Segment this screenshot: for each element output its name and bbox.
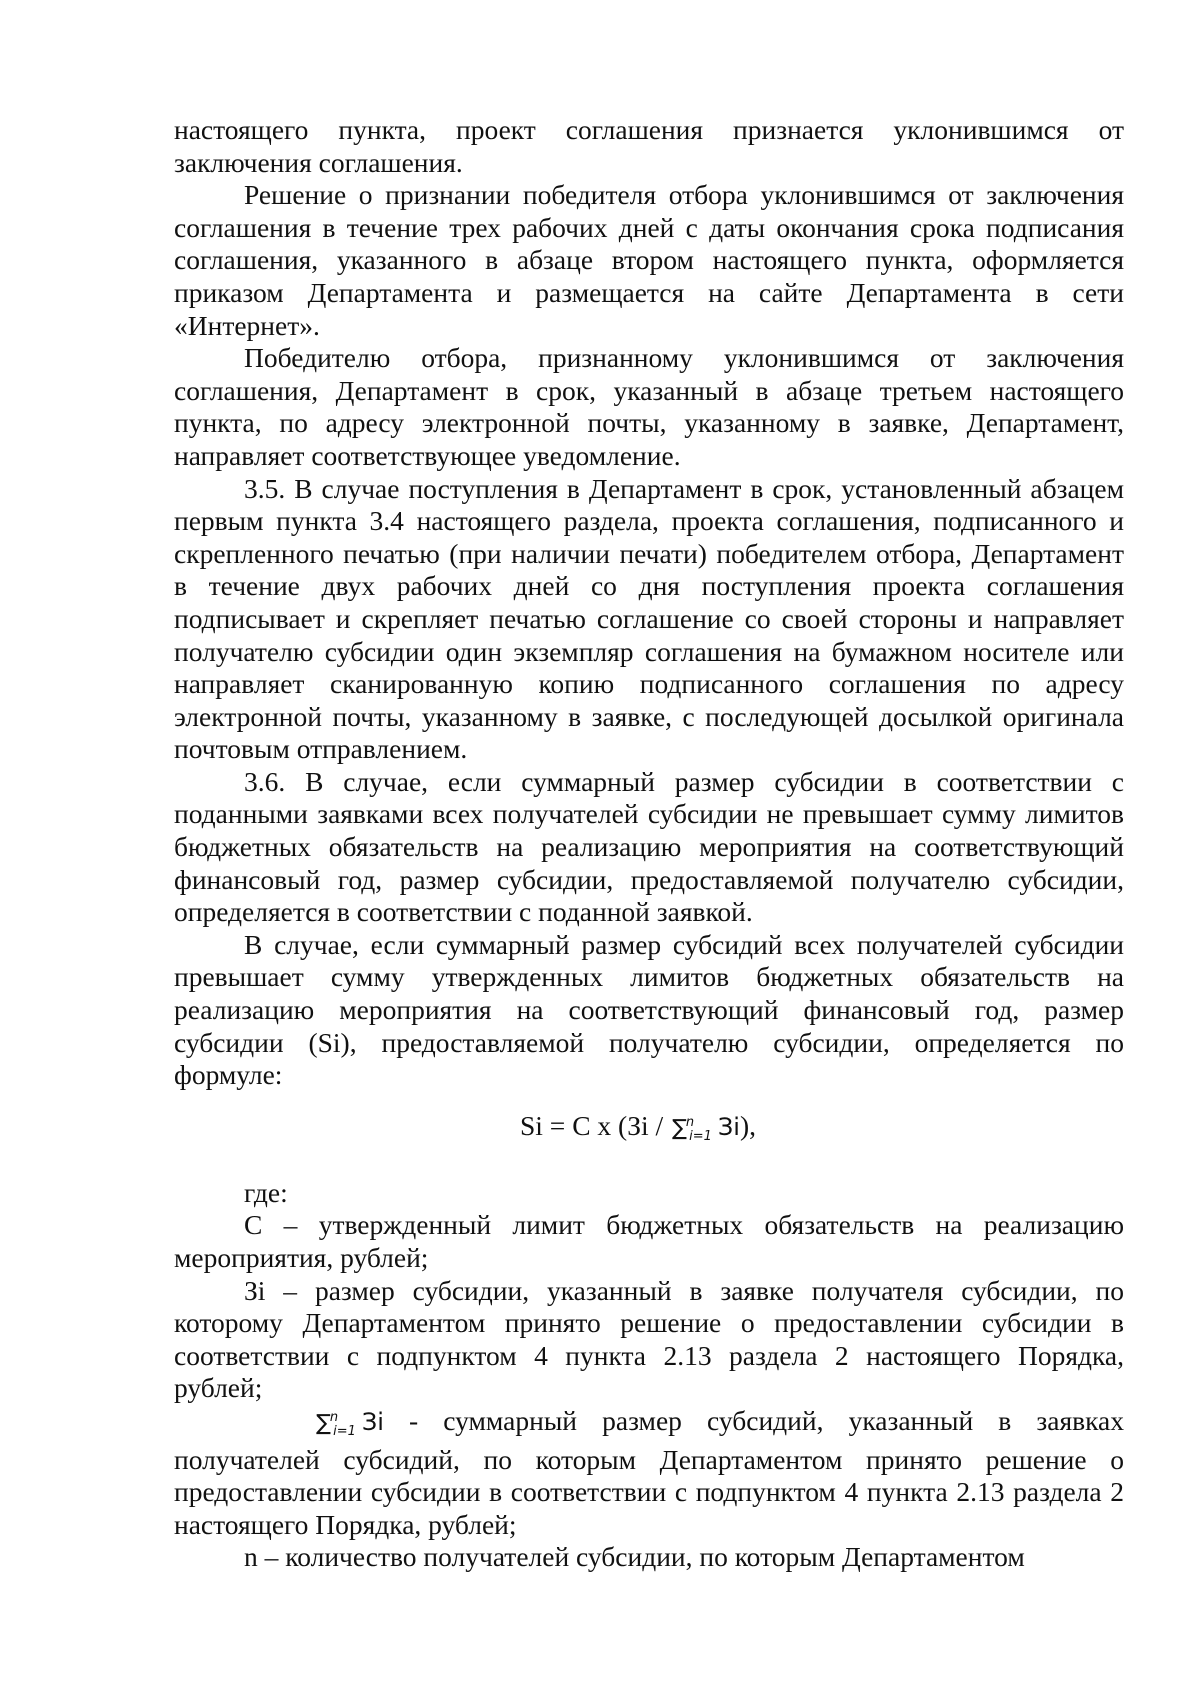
sum-upper-limit: n (685, 1114, 695, 1130)
definition-n: n – количество получателей субсидии, по которым Департаментом (244, 1541, 1025, 1573)
sum-lower-limit: i=1 (689, 1128, 712, 1144)
document-page (174, 114, 1124, 1574)
paragraph-evasion-notice: Победителю отбора, признанному уклонившимся от заключения соглашения, Департамент в срок, указанный в абзаце третьем настоящего пункта, по адресу электронной почты, указанному в заявке, Департамент, направляет соответствующее уведомление. (174, 342, 1124, 471)
subsidy-formula (174, 1100, 1124, 1152)
formula-right: ), (739, 1109, 756, 1141)
definition-sum-text: - суммарный размер субсидий, указанный в заявках получателей субсидий, по которым Департаментом принято решение о предоставлении субсидии в соответствии с подпунктом 4 пункта 2.13 раздела 2 настоящего Порядка, рублей; (174, 1404, 1124, 1540)
definition-sum (174, 1405, 1124, 1541)
formula-left: Si = C x (Зi / (520, 1109, 671, 1141)
paragraph-formula-intro: В случае, если суммарный размер субсидий всех получателей субсидии превышает сумму утвержденных лимитов бюджетных обязательств на реализацию мероприятия на соответствующий финансовый год, размер субсидии (Si), предоставляемой получателю субсидии, определяется по формуле: (174, 928, 1124, 1091)
definition-zi: Зi – размер субсидии, указанный в заявке получателя субсидии, по которому Департаментом принято решение о предоставлении субсидии в соответствии с подпунктом 4 пункта 2.13 раздела 2 настоящего Порядка, рублей; (174, 1274, 1124, 1404)
paragraph-evasion-decision: Решение о признании победителя отбора уклонившимся от заключения соглашения в течение трех рабочих дней с даты окончания срока подписания соглашения, указанного в абзаце втором настоящего пункта, оформляется приказом Департамента и размещается на сайте Департамента в сети «Интернет». (174, 179, 1124, 341)
sum-symbol-icon: ∑$^n_{i=1}$ (672, 1114, 712, 1144)
definition-c: С – утвержденный лимит бюджетных обязательств на реализацию мероприятия, рублей; (174, 1209, 1124, 1273)
sum-lower-limit: i=1 (333, 1423, 356, 1439)
where-label: где: (244, 1176, 288, 1208)
sum-upper-limit: n (329, 1409, 339, 1425)
paragraph-3-5: 3.5. В случае поступления в Департамент в срок, установленный абзацем первым пункта 3.4 настоящего раздела, проекта соглашения, подписанного и скрепленного печатью (при наличии печати) победителем отбора, Департамент в течение двух рабочих дней со дня поступления проекта соглашения подписывает и скрепляет печатью соглашение со своей стороны и направляет получателю субсидии один экземпляр соглашения на бумажном носителе или направляет сканированную копию подписанного соглашения по адресу электронной почты, указанному в заявке, с последующей досылкой оригинала почтовым отправлением. (174, 472, 1124, 765)
formula-sum-term: Зi (717, 1112, 740, 1141)
paragraph-3-6: 3.6. В случае, если суммарный размер субсидии в соответствии с поданными заявками всех получателей субсидии не превышает сумму лимитов бюджетных обязательств на реализацию мероприятия на соответствующий финансовый год, размер субсидии, предоставляемой получателю субсидии, определяется в соответствии с поданной заявкой. (174, 765, 1124, 928)
paragraph-continuation: настоящего пункта, проект соглашения признается уклонившимся от заключения соглашения. (174, 114, 1124, 178)
definition-sum-term: Зi (361, 1407, 384, 1436)
sum-symbol-icon: ∑$^n_{i=1}$ (316, 1409, 356, 1439)
